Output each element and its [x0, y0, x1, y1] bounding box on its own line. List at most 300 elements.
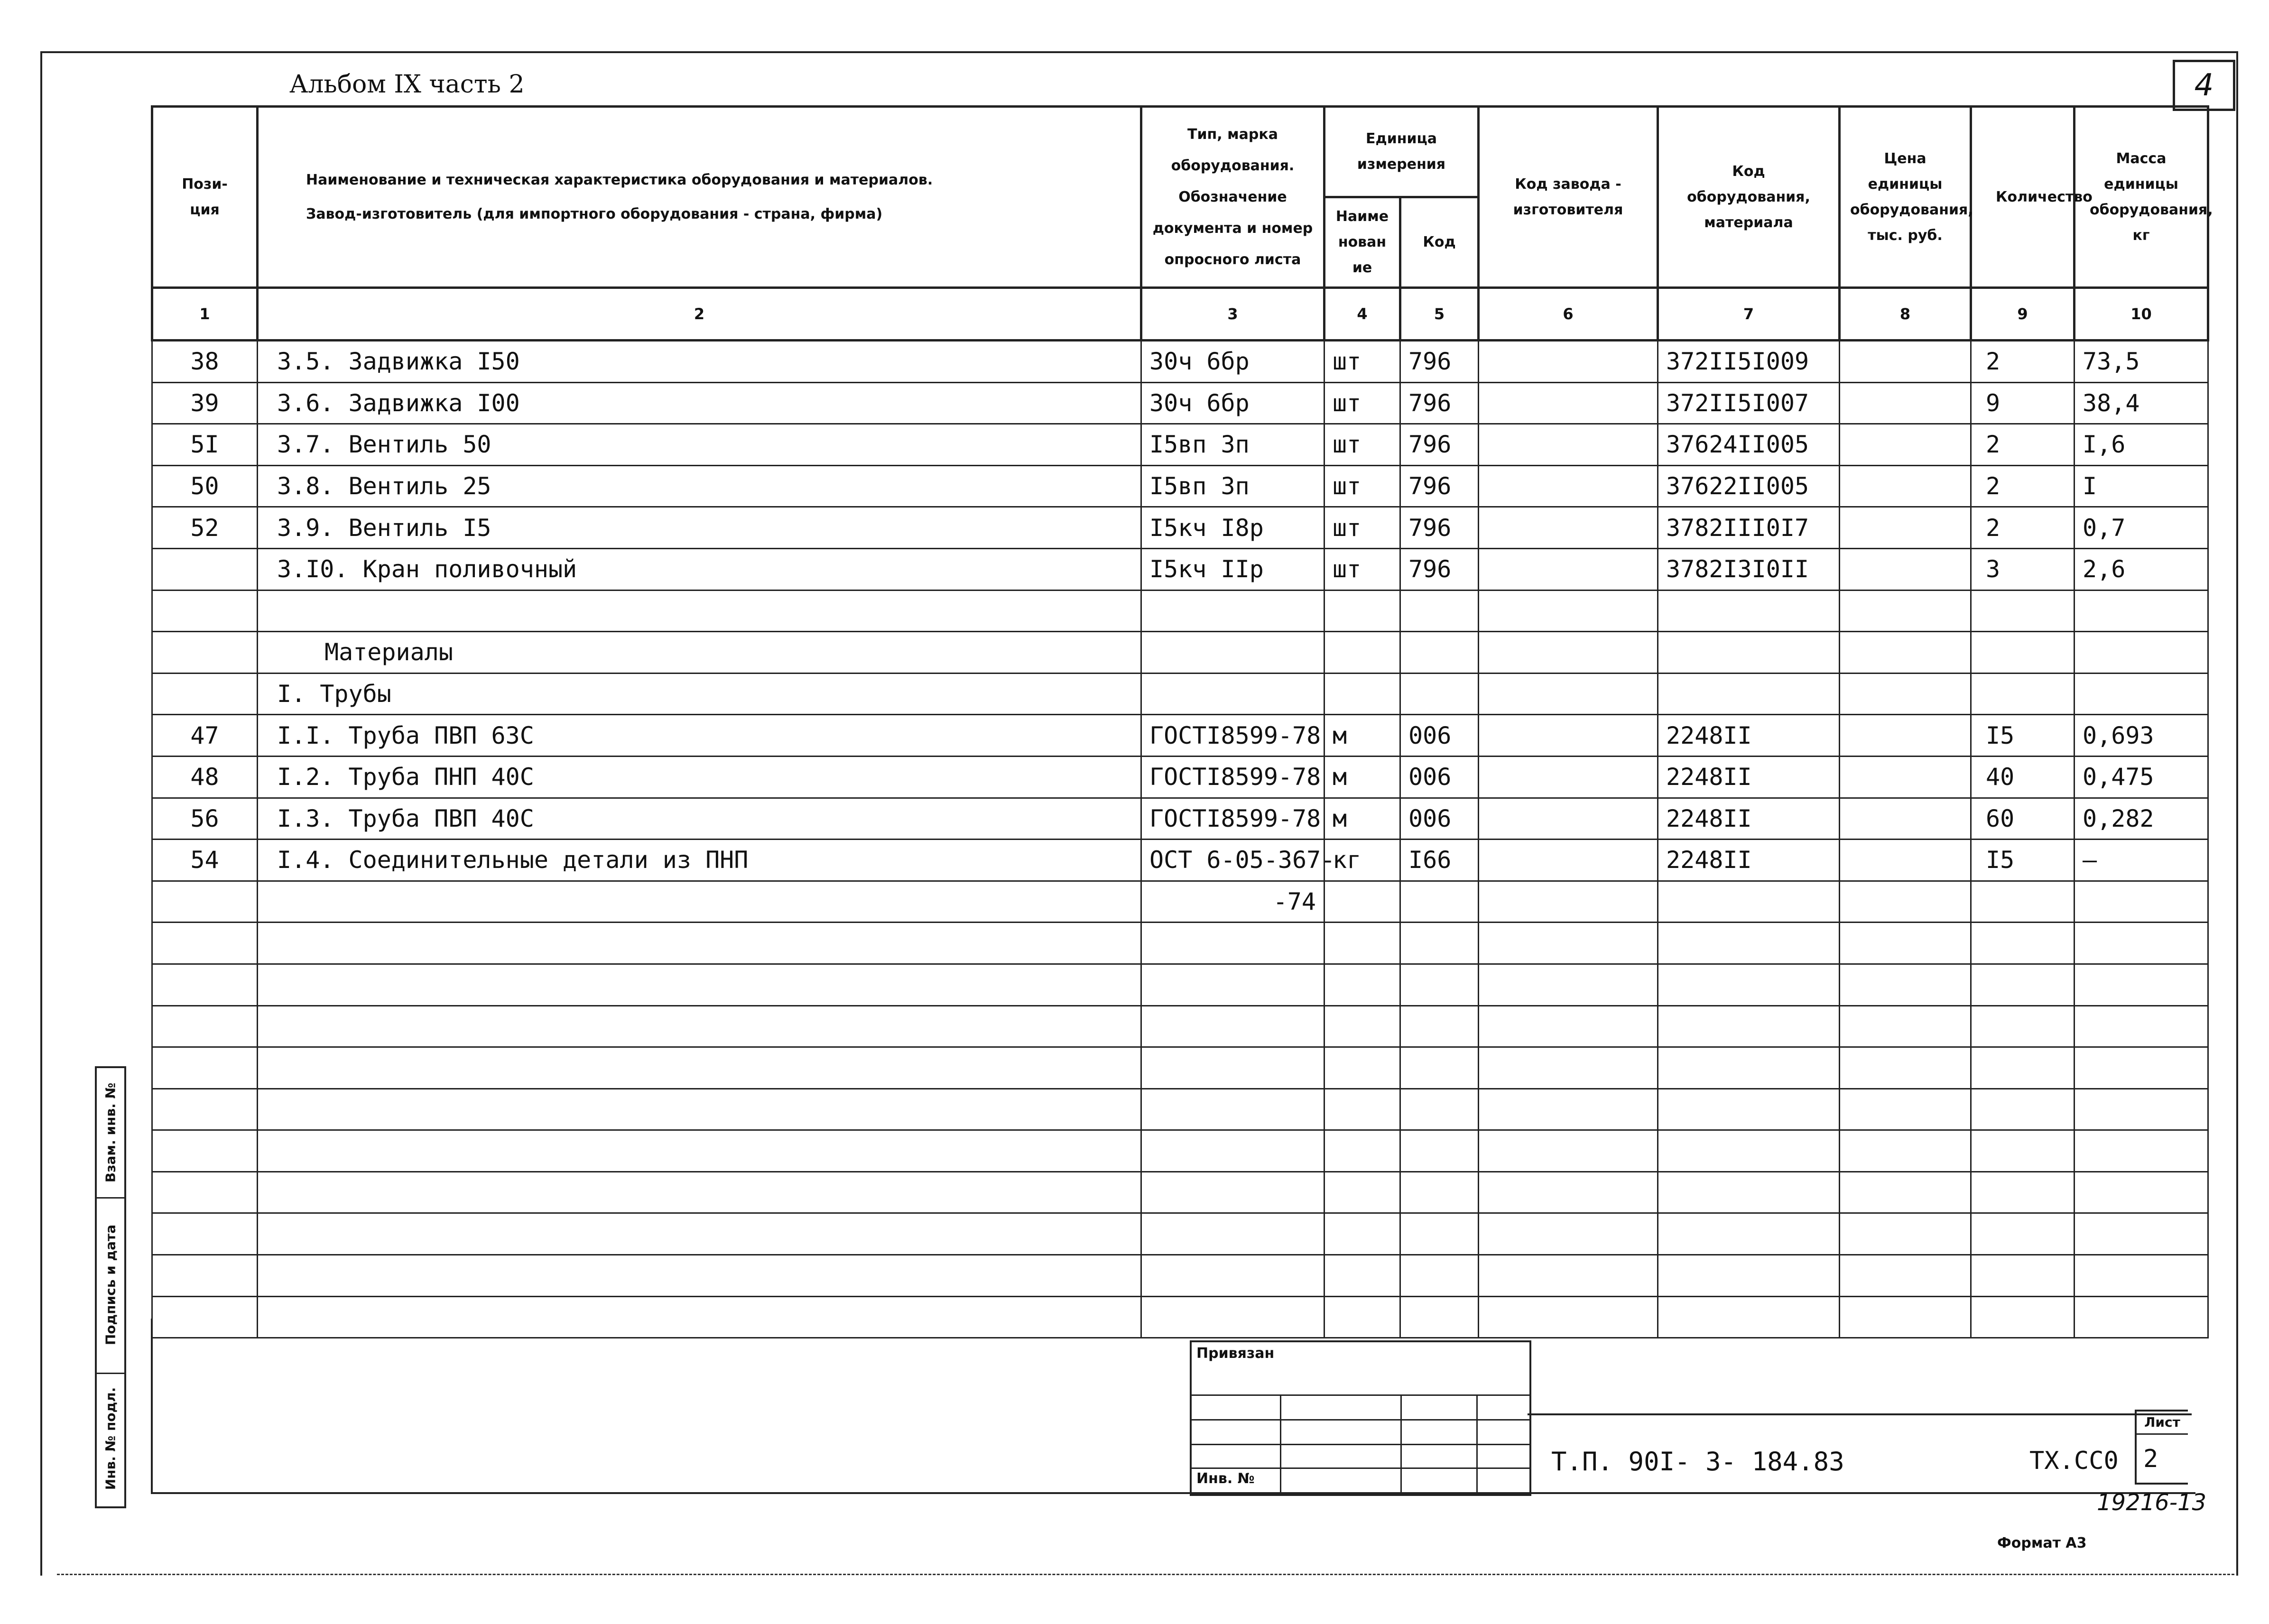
document-code: Т.П. 90I- 3- 184.83	[1551, 1447, 1844, 1476]
album-title: Альбом IX часть 2	[289, 70, 525, 99]
cell-ecode	[1658, 1296, 1840, 1338]
cell-fcode	[1479, 632, 1658, 674]
table-row	[152, 632, 2208, 674]
cell-fcode	[1479, 798, 1658, 840]
cell-pos	[152, 923, 258, 964]
cell-qty: 2	[1971, 465, 2075, 507]
bottom-area-left-border	[151, 1319, 153, 1494]
colnum: 2	[258, 288, 1141, 341]
cell-unit	[1324, 1089, 1400, 1130]
cell-name: I.I. Труба ПВП 63С	[258, 715, 1141, 757]
table-row	[152, 1296, 2208, 1338]
cell-mass	[2075, 1089, 2208, 1130]
cell-name: 3.5. Задвижка I50	[258, 341, 1141, 383]
cell-ucode	[1400, 964, 1479, 1006]
cell-mass	[2075, 1213, 2208, 1255]
cell-qty: 2	[1971, 341, 2075, 383]
cell-name	[258, 1130, 1141, 1172]
column-number-row	[152, 288, 2208, 341]
cell-price	[1840, 548, 1971, 590]
cell-type	[1141, 590, 1324, 632]
cell-price	[1840, 341, 1971, 383]
cell-price	[1840, 1172, 1971, 1213]
cell-qty	[1971, 632, 2075, 674]
cell-fcode	[1479, 840, 1658, 881]
cell-ecode: 372II5I009	[1658, 341, 1840, 383]
cell-pos: 50	[152, 465, 258, 507]
specification-table	[151, 105, 2213, 1338]
cell-ucode: 796	[1400, 465, 1479, 507]
cell-pos	[152, 1213, 258, 1255]
cell-type	[1141, 1255, 1324, 1297]
cell-mass: 0,282	[2075, 798, 2208, 840]
page-number-box	[2173, 60, 2235, 111]
colnum: 5	[1400, 288, 1479, 341]
cell-name	[258, 1047, 1141, 1089]
cell-ecode	[1658, 1089, 1840, 1130]
cell-mass	[2075, 881, 2208, 923]
cell-type	[1141, 1130, 1324, 1172]
cell-ecode: 2248II	[1658, 798, 1840, 840]
cell-ucode: 796	[1400, 507, 1479, 549]
cell-type: ГОСТI8599-78	[1141, 756, 1324, 798]
cell-fcode	[1479, 756, 1658, 798]
cell-mass: 0,475	[2075, 756, 2208, 798]
cell-name	[258, 1213, 1141, 1255]
cell-qty: I5	[1971, 715, 2075, 757]
cell-ecode	[1658, 1047, 1840, 1089]
sidebar-swap-inv-label: Взам. инв. №	[102, 1082, 119, 1183]
cell-unit: шт	[1324, 548, 1400, 590]
cell-type: 30ч 6бр	[1141, 341, 1324, 383]
cell-name: 3.7. Вентиль 50	[258, 424, 1141, 466]
cell-ucode: I66	[1400, 840, 1479, 881]
colnum: 6	[1479, 288, 1658, 341]
cell-ecode	[1658, 1213, 1840, 1255]
cell-mass	[2075, 590, 2208, 632]
table-row	[152, 798, 2208, 840]
cell-type: -74	[1141, 881, 1324, 923]
cell-ecode	[1658, 590, 1840, 632]
cell-unit	[1324, 1255, 1400, 1297]
cell-ecode: 2248II	[1658, 756, 1840, 798]
cell-type: ГОСТI8599-78	[1141, 798, 1324, 840]
cell-name	[258, 1255, 1141, 1297]
colnum: 10	[2075, 288, 2208, 341]
sidebar-signature-label: Подпись и дата	[102, 1224, 119, 1346]
sheet-number: 2	[2143, 1445, 2158, 1473]
cell-type	[1141, 632, 1324, 674]
cell-unit	[1324, 881, 1400, 923]
cell-ucode	[1400, 1255, 1479, 1297]
cell-type: 30ч 6бр	[1141, 382, 1324, 424]
header-factory-code: Код завода - изготовителя	[1479, 107, 1658, 288]
colnum: 9	[1971, 288, 2075, 341]
cell-name: 3.6. Задвижка I00	[258, 382, 1141, 424]
cell-mass	[2075, 1172, 2208, 1213]
cell-price	[1840, 507, 1971, 549]
cell-name	[258, 1006, 1141, 1047]
cell-pos	[152, 1089, 258, 1130]
cell-price	[1840, 923, 1971, 964]
cell-mass: I,6	[2075, 424, 2208, 466]
colnum: 7	[1658, 288, 1840, 341]
cell-ecode	[1658, 923, 1840, 964]
table-header-row	[152, 107, 2208, 197]
cell-mass: 0,7	[2075, 507, 2208, 549]
cell-ucode	[1400, 1130, 1479, 1172]
cell-mass: 38,4	[2075, 382, 2208, 424]
header-unit-name: Наименование	[1324, 197, 1400, 288]
format-label: Формат А3	[1997, 1535, 2087, 1551]
cell-ecode	[1658, 1006, 1840, 1047]
cell-fcode	[1479, 1089, 1658, 1130]
cell-price	[1840, 1213, 1971, 1255]
sidebar-inv-original-label: Инв. № подл.	[102, 1387, 119, 1490]
cell-name: 3.9. Вентиль I5	[258, 507, 1141, 549]
cell-ecode	[1658, 673, 1840, 715]
cell-unit: м	[1324, 715, 1400, 757]
cell-ecode: 372II5I007	[1658, 382, 1840, 424]
cell-mass: 0,693	[2075, 715, 2208, 757]
cell-qty	[1971, 1172, 2075, 1213]
header-unit-code: Код	[1400, 197, 1479, 288]
cell-qty	[1971, 1089, 2075, 1130]
cell-ecode: 37624II005	[1658, 424, 1840, 466]
cell-name	[258, 964, 1141, 1006]
cell-ucode	[1400, 632, 1479, 674]
cell-pos	[152, 1006, 258, 1047]
cell-ucode: 006	[1400, 798, 1479, 840]
cell-pos: 38	[152, 341, 258, 383]
cell-fcode	[1479, 1296, 1658, 1338]
table-row	[152, 1047, 2208, 1089]
header-mass: Масса единицы оборудования, кг	[2075, 107, 2208, 288]
sheet-box	[2135, 1410, 2188, 1485]
cell-ecode: 2248II	[1658, 715, 1840, 757]
cell-unit	[1324, 1213, 1400, 1255]
header-name	[258, 107, 1141, 288]
cell-qty	[1971, 590, 2075, 632]
cell-fcode	[1479, 1172, 1658, 1213]
cell-qty	[1971, 1006, 2075, 1047]
cell-ecode: 37622II005	[1658, 465, 1840, 507]
cell-unit	[1324, 964, 1400, 1006]
cell-qty	[1971, 881, 2075, 923]
cell-type: ОСТ 6-05-367-	[1141, 840, 1324, 881]
cell-fcode	[1479, 1006, 1658, 1047]
cell-ucode: 796	[1400, 341, 1479, 383]
cell-name	[258, 1296, 1141, 1338]
cell-type: I5вп 3п	[1141, 424, 1324, 466]
cell-name	[258, 881, 1141, 923]
cell-name	[258, 923, 1141, 964]
cell-mass: 73,5	[2075, 341, 2208, 383]
cell-unit	[1324, 1172, 1400, 1213]
cell-ucode: 796	[1400, 424, 1479, 466]
cell-price	[1840, 590, 1971, 632]
table-row	[152, 1255, 2208, 1297]
cell-ecode: 3782III0I7	[1658, 507, 1840, 549]
cell-pos: 52	[152, 507, 258, 549]
cell-fcode	[1479, 1130, 1658, 1172]
cell-pos: 56	[152, 798, 258, 840]
cell-name: I. Трубы	[258, 673, 1141, 715]
table-row	[152, 756, 2208, 798]
cell-pos	[152, 1130, 258, 1172]
table-row	[152, 507, 2208, 549]
cell-price	[1840, 1047, 1971, 1089]
cell-price	[1840, 382, 1971, 424]
table-row	[152, 673, 2208, 715]
cell-ucode	[1400, 923, 1479, 964]
cell-qty	[1971, 964, 2075, 1006]
cell-qty: 9	[1971, 382, 2075, 424]
cell-type	[1141, 923, 1324, 964]
cell-price	[1840, 673, 1971, 715]
cell-qty: 60	[1971, 798, 2075, 840]
cell-qty	[1971, 1047, 2075, 1089]
cell-unit: шт	[1324, 507, 1400, 549]
cell-mass	[2075, 1130, 2208, 1172]
cell-ecode	[1658, 1172, 1840, 1213]
cell-ucode: 006	[1400, 756, 1479, 798]
colnum: 4	[1324, 288, 1400, 341]
cell-type	[1141, 673, 1324, 715]
cell-pos: 48	[152, 756, 258, 798]
cell-ucode: 796	[1400, 548, 1479, 590]
cell-name: 3.I0. Кран поливочный	[258, 548, 1141, 590]
cell-mass: 2,6	[2075, 548, 2208, 590]
cell-ecode	[1658, 881, 1840, 923]
cell-pos: 54	[152, 840, 258, 881]
cell-fcode	[1479, 590, 1658, 632]
cell-fcode	[1479, 1255, 1658, 1297]
cell-ucode	[1400, 1296, 1479, 1338]
cell-mass	[2075, 632, 2208, 674]
cell-fcode	[1479, 1213, 1658, 1255]
cell-unit	[1324, 1130, 1400, 1172]
cell-ucode	[1400, 1047, 1479, 1089]
header-unit: Единица измерения	[1324, 107, 1479, 197]
cell-fcode	[1479, 507, 1658, 549]
header-equip-code: Код оборудования, материала	[1658, 107, 1840, 288]
cell-fcode	[1479, 341, 1658, 383]
cell-ucode	[1400, 673, 1479, 715]
cell-name	[258, 1089, 1141, 1130]
cell-pos	[152, 590, 258, 632]
cell-fcode	[1479, 964, 1658, 1006]
table-row	[152, 881, 2208, 923]
sidebar-swap-inv	[97, 1068, 124, 1199]
cell-price	[1840, 1296, 1971, 1338]
cell-price	[1840, 840, 1971, 881]
cell-type	[1141, 964, 1324, 1006]
cell-type	[1141, 1213, 1324, 1255]
sidebar-inv-original	[97, 1373, 124, 1504]
cell-type	[1141, 1172, 1324, 1213]
cell-mass	[2075, 1255, 2208, 1297]
cell-pos	[152, 548, 258, 590]
cell-pos: 39	[152, 382, 258, 424]
cell-name: I.4. Соединительные детали из ПНП	[258, 840, 1141, 881]
cell-mass: I	[2075, 465, 2208, 507]
cell-type	[1141, 1296, 1324, 1338]
cell-pos	[152, 964, 258, 1006]
cell-unit: шт	[1324, 341, 1400, 383]
cell-ucode	[1400, 881, 1479, 923]
cell-ecode	[1658, 632, 1840, 674]
cell-mass	[2075, 964, 2208, 1006]
header-name-line1: Наименование и техническая характеристика оборудования и материалов.	[306, 171, 933, 188]
cell-fcode	[1479, 715, 1658, 757]
cell-fcode	[1479, 1047, 1658, 1089]
colnum: 8	[1840, 288, 1971, 341]
cell-fcode	[1479, 673, 1658, 715]
cell-pos: 5I	[152, 424, 258, 466]
cell-mass	[2075, 923, 2208, 964]
cell-ecode	[1658, 1130, 1840, 1172]
cell-unit	[1324, 1006, 1400, 1047]
cell-name: 3.8. Вентиль 25	[258, 465, 1141, 507]
table-row	[152, 382, 2208, 424]
table-row	[152, 1130, 2208, 1172]
cell-qty	[1971, 1213, 2075, 1255]
cell-ecode	[1658, 1255, 1840, 1297]
approval-sidebar	[95, 1066, 126, 1508]
cell-ucode	[1400, 1213, 1479, 1255]
cell-mass	[2075, 1006, 2208, 1047]
cell-pos: 47	[152, 715, 258, 757]
table-row	[152, 465, 2208, 507]
cell-mass	[2075, 673, 2208, 715]
cell-price	[1840, 881, 1971, 923]
header-qty: Количество	[1971, 107, 2075, 288]
cell-fcode	[1479, 382, 1658, 424]
cell-name	[258, 590, 1141, 632]
document-suffix: ТХ.СС0	[2029, 1447, 2119, 1475]
table-row	[152, 590, 2208, 632]
table-row	[152, 923, 2208, 964]
header-price: Цена единицы оборудования, тыс. руб.	[1840, 107, 1971, 288]
cell-type	[1141, 1089, 1324, 1130]
cell-qty	[1971, 1296, 2075, 1338]
cell-price	[1840, 465, 1971, 507]
cell-fcode	[1479, 881, 1658, 923]
cell-unit	[1324, 923, 1400, 964]
cell-fcode	[1479, 465, 1658, 507]
cell-ucode: 796	[1400, 382, 1479, 424]
cell-qty	[1971, 673, 2075, 715]
cell-qty: 40	[1971, 756, 2075, 798]
cell-price	[1840, 756, 1971, 798]
cell-fcode	[1479, 548, 1658, 590]
table-row	[152, 1089, 2208, 1130]
cell-unit: шт	[1324, 382, 1400, 424]
table-row	[152, 548, 2208, 590]
table-row	[152, 840, 2208, 881]
cell-qty: I5	[1971, 840, 2075, 881]
header-type: Тип, марка оборудования. Обозначение документа и номер опросного листа	[1141, 107, 1324, 288]
table-row	[152, 1006, 2208, 1047]
table-row	[152, 1172, 2208, 1213]
header-pos: Пози- ция	[152, 107, 258, 288]
cell-fcode	[1479, 923, 1658, 964]
sidebar-signature	[97, 1197, 124, 1374]
cell-price	[1840, 715, 1971, 757]
cell-price	[1840, 1130, 1971, 1172]
cell-price	[1840, 964, 1971, 1006]
cell-price	[1840, 798, 1971, 840]
cell-unit: шт	[1324, 465, 1400, 507]
cell-price	[1840, 1089, 1971, 1130]
cell-ucode	[1400, 590, 1479, 632]
cell-pos	[152, 673, 258, 715]
handwritten-note: 19216-13	[2097, 1489, 2207, 1516]
page-number: 4	[2194, 68, 2214, 103]
cell-unit	[1324, 632, 1400, 674]
table-row	[152, 341, 2208, 383]
colnum: 3	[1141, 288, 1324, 341]
stamp-inv-label: Инв. №	[1196, 1470, 1255, 1487]
cell-mass	[2075, 1296, 2208, 1338]
cell-name: I.3. Труба ПВП 40С	[258, 798, 1141, 840]
cell-pos	[152, 1047, 258, 1089]
cell-unit: м	[1324, 798, 1400, 840]
cell-price	[1840, 1255, 1971, 1297]
cell-name: Материалы	[258, 632, 1141, 674]
cell-type: I5кч IIр	[1141, 548, 1324, 590]
cell-price	[1840, 424, 1971, 466]
cell-name: I.2. Труба ПНП 40С	[258, 756, 1141, 798]
cell-unit	[1324, 1296, 1400, 1338]
cell-ucode	[1400, 1089, 1479, 1130]
cell-pos	[152, 1296, 258, 1338]
sheet-bottom-edge	[57, 1574, 2234, 1575]
cell-ucode: 006	[1400, 715, 1479, 757]
cell-pos	[152, 1255, 258, 1297]
cell-unit: кг	[1324, 840, 1400, 881]
cell-pos	[152, 1172, 258, 1213]
cell-unit	[1324, 590, 1400, 632]
cell-price	[1840, 1006, 1971, 1047]
cell-ecode: 3782I3I0II	[1658, 548, 1840, 590]
cell-ucode	[1400, 1006, 1479, 1047]
cell-qty	[1971, 923, 2075, 964]
cell-name	[258, 1172, 1141, 1213]
cell-unit: шт	[1324, 424, 1400, 466]
cell-qty	[1971, 1255, 2075, 1297]
header-name-line2: Завод-изготовитель (для импортного оборудования - страна, фирма)	[306, 205, 883, 222]
cell-type	[1141, 1047, 1324, 1089]
cell-ecode: 2248II	[1658, 840, 1840, 881]
table-row	[152, 424, 2208, 466]
colnum: 1	[152, 288, 258, 341]
cell-mass	[2075, 1047, 2208, 1089]
cell-type	[1141, 1006, 1324, 1047]
table-row	[152, 964, 2208, 1006]
cell-ucode	[1400, 1172, 1479, 1213]
cell-pos	[152, 632, 258, 674]
cell-price	[1840, 632, 1971, 674]
table-row	[152, 1213, 2208, 1255]
cell-fcode	[1479, 424, 1658, 466]
cell-unit	[1324, 1047, 1400, 1089]
sheet-label: Лист	[2137, 1412, 2188, 1435]
cell-qty: 3	[1971, 548, 2075, 590]
cell-type: I5кч I8р	[1141, 507, 1324, 549]
cell-ecode	[1658, 964, 1840, 1006]
